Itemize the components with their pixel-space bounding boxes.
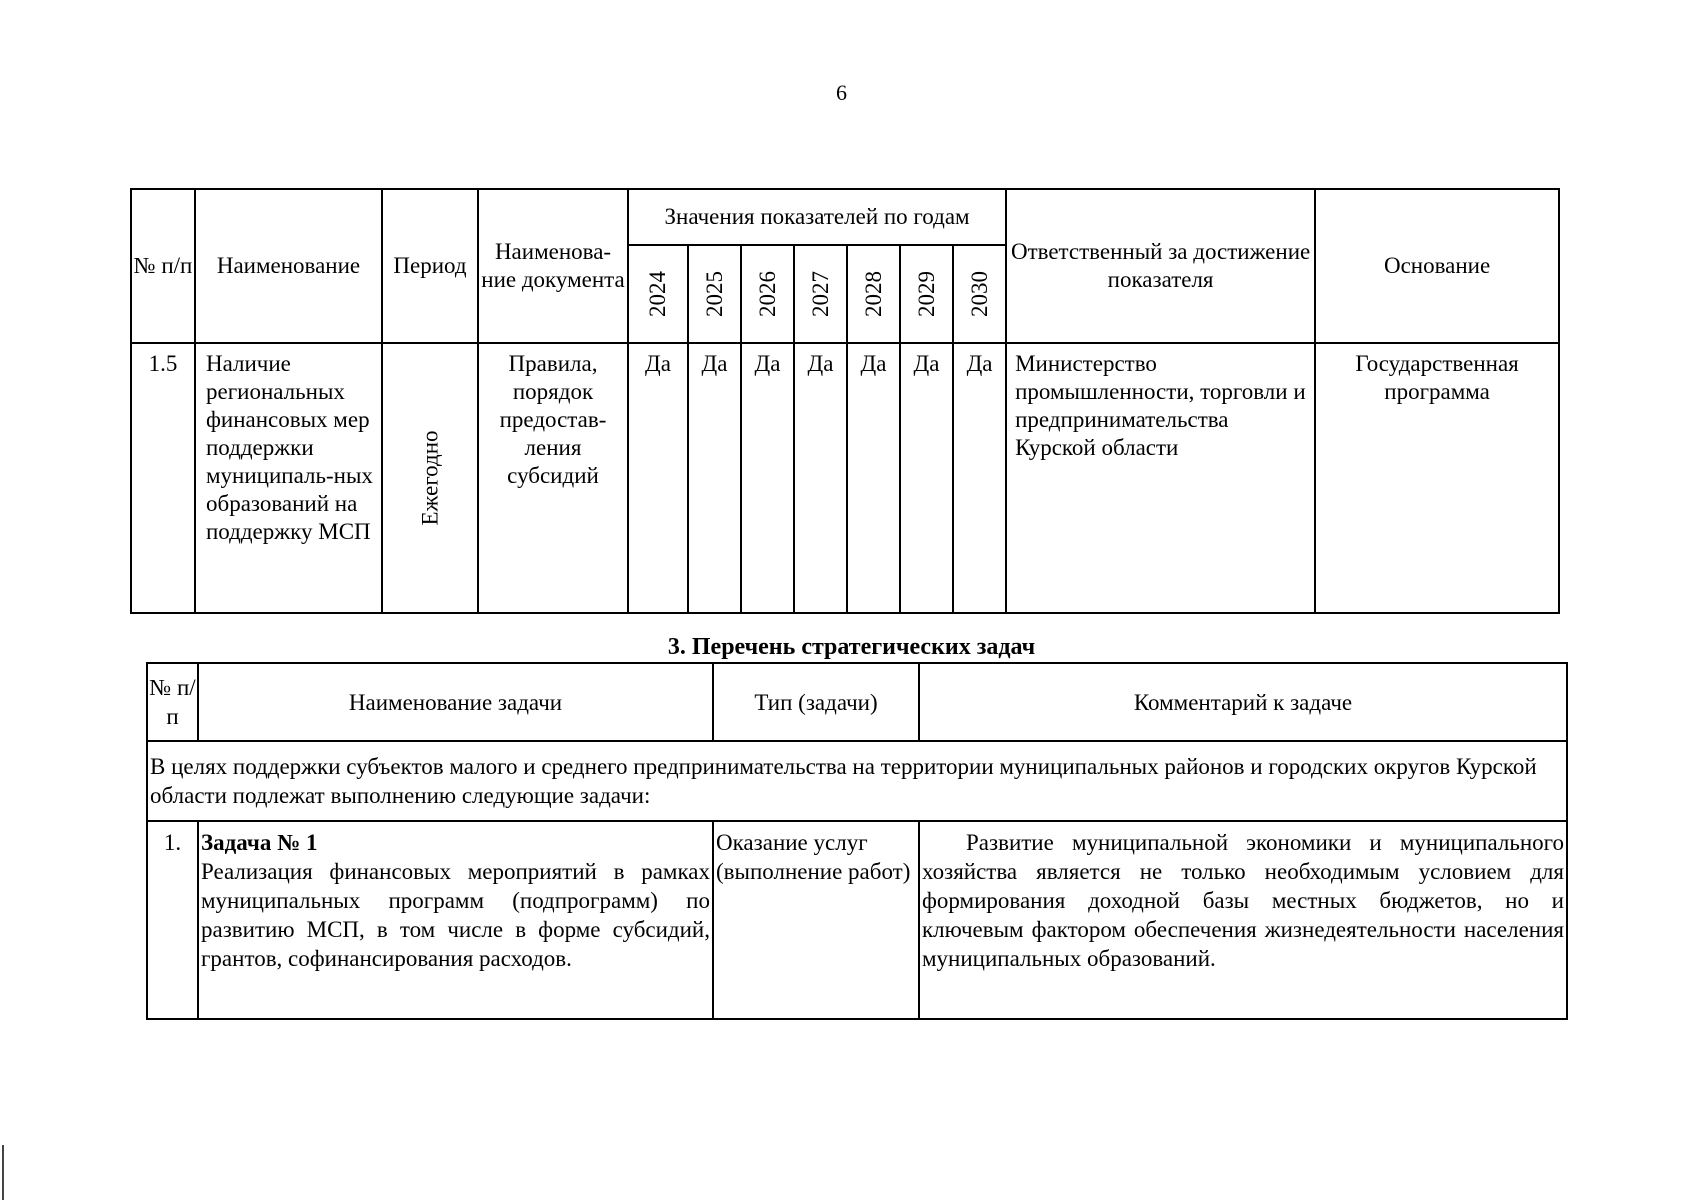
year-value: Да [953, 343, 1006, 613]
header-values-by-year: Значения показателей по годам [628, 189, 1006, 245]
year-header [688, 245, 741, 343]
tasks-header-comment: Комментарий к задаче [919, 663, 1567, 741]
tasks-header-num: № п/п [147, 663, 198, 741]
year-header [628, 245, 688, 343]
year-label: 2030 [966, 271, 992, 317]
year-label: 2025 [701, 271, 727, 317]
header-basis: Основание [1315, 189, 1559, 343]
page-number: 6 [836, 80, 847, 105]
section-title: 3. Перечень стратегических задач [667, 634, 1036, 660]
header-document: Наименова-ние документа [478, 189, 628, 343]
year-label: 2028 [860, 271, 886, 317]
year-label: 2024 [645, 271, 670, 317]
year-label: 2027 [807, 271, 833, 317]
tasks-header-type: Тип (задачи) [713, 663, 919, 741]
header-responsible: Ответственный за достижение показателя [1006, 189, 1315, 343]
row-responsible: Министерство промышленности, торговли и предпринимательства Курской области [1006, 343, 1315, 613]
year-header [847, 245, 900, 343]
header-period: Период [382, 189, 478, 343]
year-value: Да [628, 343, 688, 613]
header-name: Наименование [195, 189, 382, 343]
tasks-table [146, 662, 1568, 1020]
row-period-text: Ежегодно [417, 430, 443, 526]
year-header [953, 245, 1006, 343]
task-title: Задача № 1 [201, 830, 318, 855]
indicators-table [130, 188, 1560, 614]
task-description-cell [198, 821, 713, 1019]
task-row [147, 821, 1567, 1019]
row-num: 1.5 [131, 343, 195, 613]
row-name: Наличие региональных финансовых мер поддержки муниципаль-ных образований на поддержку МСП [195, 343, 382, 613]
task-type: Оказание услуг (выполнение работ) [713, 821, 919, 1019]
row-document: Правила, порядок предостав-ления субсидий [478, 343, 628, 613]
year-label: 2026 [754, 271, 780, 317]
tasks-intro: В целях поддержки субъектов малого и среднего предпринимательства на территории муниципальных районов и городских округов Курской области подлежат выполнению следующие задачи: [147, 741, 1567, 821]
task-num: 1. [147, 821, 198, 1019]
year-header [900, 245, 953, 343]
task-description: Реализация финансовых мероприятий в рамках муниципальных программ (подпрограмм) по развитию МСП, в том числе в форме субсидий, грантов, софинансирования расходов. [201, 859, 710, 971]
year-value: Да [847, 343, 900, 613]
year-header [741, 245, 794, 343]
row-period [382, 343, 478, 613]
header-num: № п/п [131, 189, 195, 343]
year-label: 2029 [913, 271, 939, 317]
year-header [794, 245, 847, 343]
indicator-row [131, 343, 1559, 613]
scan-edge-mark [2, 1145, 4, 1200]
row-basis: Государственная программа [1315, 343, 1559, 613]
year-value: Да [688, 343, 741, 613]
year-value: Да [794, 343, 847, 613]
task-comment: Развитие муниципальной экономики и муниципального хозяйства является не только необходимым условием для формирования доходной базы местных бюджетов, но и ключевым фактором обеспечения жизнедеятельности населения муниципальных образований. [919, 821, 1567, 1019]
year-value: Да [741, 343, 794, 613]
year-value: Да [900, 343, 953, 613]
tasks-header-name: Наименование задачи [198, 663, 713, 741]
